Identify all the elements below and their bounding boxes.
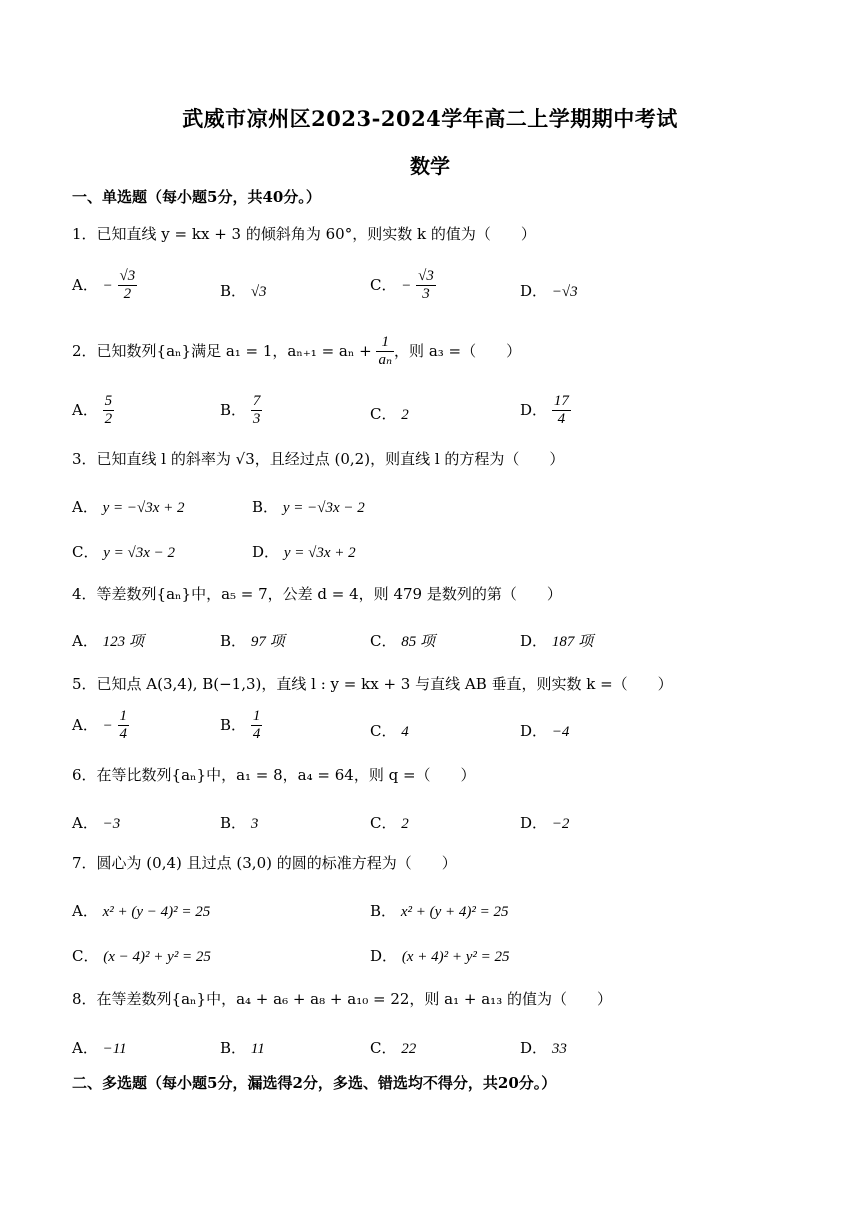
fraction-numerator: 7	[251, 393, 263, 411]
fraction-denominator: 3	[422, 286, 430, 303]
option-label: D．	[520, 722, 548, 740]
option-label: C．	[370, 275, 397, 294]
option-label: A．	[72, 715, 98, 734]
q6-option-a	[72, 812, 120, 833]
q1-option-b	[220, 280, 267, 301]
question-8-stem: 8．在等差数列{aₙ}中，a₄ + a₆ + a₈ + a₁₀ = 22，则 a₁ + a₁₃ 的值为（ ）	[72, 990, 612, 1008]
option-fraction	[416, 268, 436, 304]
q1-option-a	[72, 268, 137, 304]
question-6-stem: 6．在等比数列{aₙ}中，a₁ = 8，a₄ = 64，则 q =（ ）	[72, 766, 476, 784]
fraction-denominator: 2	[104, 411, 113, 428]
option-label: D．	[252, 543, 280, 561]
fraction-numerator: 1	[376, 334, 394, 352]
option-text: −3	[102, 816, 121, 832]
option-label: D．	[520, 282, 548, 300]
option-text: y = −√3x − 2	[282, 500, 365, 516]
q8-option-b	[220, 1037, 265, 1058]
option-label: C．	[72, 947, 99, 965]
question-7-stem: 7．圆心为 (0,4) 且过点 (3,0) 的圆的标准方程为（ ）	[72, 854, 457, 872]
option-fraction	[118, 708, 130, 744]
fraction-numerator: 17	[552, 393, 571, 411]
option-fraction	[251, 708, 263, 744]
option-label: D．	[370, 947, 398, 965]
q5-option-c	[370, 720, 409, 741]
option-label: B．	[220, 715, 247, 734]
option-label: D．	[520, 1039, 548, 1057]
option-text: √3	[250, 284, 267, 300]
option-label: C．	[72, 543, 99, 561]
stem-text-pre: 2．已知数列{aₙ}满足 a₁ = 1，aₙ₊₁ = aₙ +	[72, 341, 377, 360]
question-5-stem: 5．已知点 A(3,4), B(−1,3)，直线 l : y = kx + 3 与直线 AB 垂直，则实数 k =（ ）	[72, 675, 673, 693]
q3-option-b	[252, 496, 365, 517]
option-text: 33	[551, 1041, 567, 1057]
q2-option-d	[520, 393, 571, 429]
q2-option-b	[220, 393, 262, 429]
option-text: x² + (y + 4)² = 25	[400, 904, 509, 920]
exam-title: 武威市凉州区2023-2024学年高二上学期期中考试	[182, 106, 678, 131]
option-label: B．	[220, 1039, 247, 1057]
option-text: (x + 4)² + y² = 25	[401, 949, 510, 965]
option-fraction	[251, 393, 263, 429]
option-text: 4	[401, 724, 409, 740]
option-label: A．	[72, 498, 98, 516]
option-label: C．	[370, 405, 397, 423]
q2-option-a	[72, 393, 114, 429]
q4-option-b	[220, 630, 285, 651]
q7-option-b	[370, 900, 508, 921]
option-text: 22	[401, 1041, 417, 1057]
option-label: A．	[72, 814, 98, 832]
q6-option-d	[520, 812, 569, 833]
option-label: A．	[72, 1039, 98, 1057]
q3-option-a	[72, 496, 185, 517]
fraction-numerator: 5	[103, 393, 115, 411]
q3-option-c	[72, 541, 175, 562]
option-label: A．	[72, 400, 98, 419]
option-label: A．	[72, 632, 98, 650]
option-label: B．	[220, 400, 247, 419]
option-text: x² + (y − 4)² = 25	[102, 904, 211, 920]
fraction-denominator: 4	[557, 411, 566, 428]
section-heading-single-choice: 一、单选题（每小题5分，共40分。）	[72, 188, 321, 206]
option-sign: −	[401, 277, 412, 294]
option-text: 2	[401, 816, 409, 832]
q8-option-a	[72, 1037, 127, 1058]
fraction-numerator: 1	[251, 708, 263, 726]
option-label: D．	[520, 400, 548, 419]
question-1-stem: 1．已知直线 y = kx + 3 的倾斜角为 60°，则实数 k 的值为（ ）	[72, 225, 536, 243]
fraction-numerator: √3	[416, 268, 436, 286]
option-text: 85 项	[401, 634, 436, 650]
option-label: A．	[72, 275, 98, 294]
option-label: B．	[252, 498, 279, 516]
q4-option-d	[520, 630, 593, 651]
q4-option-c	[370, 630, 435, 651]
question-4-stem: 4．等差数列{aₙ}中，a₅ = 7，公差 d = 4，则 479 是数列的第（ ）	[72, 585, 562, 603]
option-text: −11	[102, 1041, 127, 1057]
section-heading-multi-choice: 二、多选题（每小题5分，漏选得2分，多选、错选均不得分，共20分。）	[72, 1074, 557, 1092]
question-2-stem	[72, 334, 521, 370]
option-label: B．	[220, 814, 247, 832]
option-label: C．	[370, 722, 397, 740]
fraction-denominator: 4	[119, 726, 128, 743]
q3-option-d	[252, 541, 356, 562]
q1-option-c	[370, 268, 436, 304]
option-text: (x − 4)² + y² = 25	[103, 949, 211, 965]
option-label: B．	[220, 282, 247, 300]
fraction-denominator: aₙ	[378, 352, 393, 369]
q2-option-c	[370, 403, 409, 424]
q5-option-b	[220, 708, 262, 744]
question-3-stem: 3．已知直线 l 的斜率为 √3，且经过点 (0,2)，则直线 l 的方程为（ ）	[72, 450, 565, 468]
q5-option-a	[72, 708, 129, 744]
option-label: A．	[72, 902, 98, 920]
option-label: C．	[370, 814, 397, 832]
q7-option-a	[72, 900, 210, 921]
option-text: 187 项	[551, 634, 594, 650]
fraction-denominator: 2	[123, 286, 132, 303]
exam-subject: 数学	[410, 154, 450, 178]
option-label: D．	[520, 632, 548, 650]
option-fraction	[103, 393, 115, 429]
q6-option-c	[370, 812, 409, 833]
stem-text-post: ，则 a₃ =（ ）	[394, 341, 522, 360]
option-sign: −	[102, 277, 113, 294]
option-text: −4	[551, 724, 570, 740]
option-text: 97 项	[250, 634, 285, 650]
option-label: D．	[520, 814, 548, 832]
option-label: C．	[370, 632, 397, 650]
option-label: C．	[370, 1039, 397, 1057]
q8-option-d	[520, 1037, 567, 1058]
stem-fraction	[376, 334, 394, 370]
option-text: 11	[250, 1041, 265, 1057]
fraction-denominator: 4	[252, 726, 261, 743]
option-fraction	[118, 268, 138, 304]
option-sign: −	[102, 717, 113, 734]
option-text: y = −√3x + 2	[102, 500, 185, 516]
fraction-numerator: 1	[118, 708, 130, 726]
option-label: B．	[370, 902, 397, 920]
option-fraction	[552, 393, 571, 429]
fraction-numerator: √3	[118, 268, 138, 286]
q5-option-d	[520, 720, 569, 741]
option-text: −2	[551, 816, 570, 832]
q8-option-c	[370, 1037, 416, 1058]
option-text: −√3	[551, 284, 578, 300]
q4-option-a	[72, 630, 144, 651]
option-text: 3	[250, 816, 259, 832]
option-text: 123 项	[102, 634, 144, 650]
option-text: y = √3x − 2	[103, 545, 176, 561]
q7-option-c	[72, 945, 211, 966]
q1-option-d	[520, 280, 578, 301]
option-label: B．	[220, 632, 247, 650]
q6-option-b	[220, 812, 258, 833]
option-text: 2	[401, 407, 409, 423]
q7-option-d	[370, 945, 509, 966]
option-text: y = √3x + 2	[283, 545, 356, 561]
fraction-denominator: 3	[252, 411, 261, 428]
